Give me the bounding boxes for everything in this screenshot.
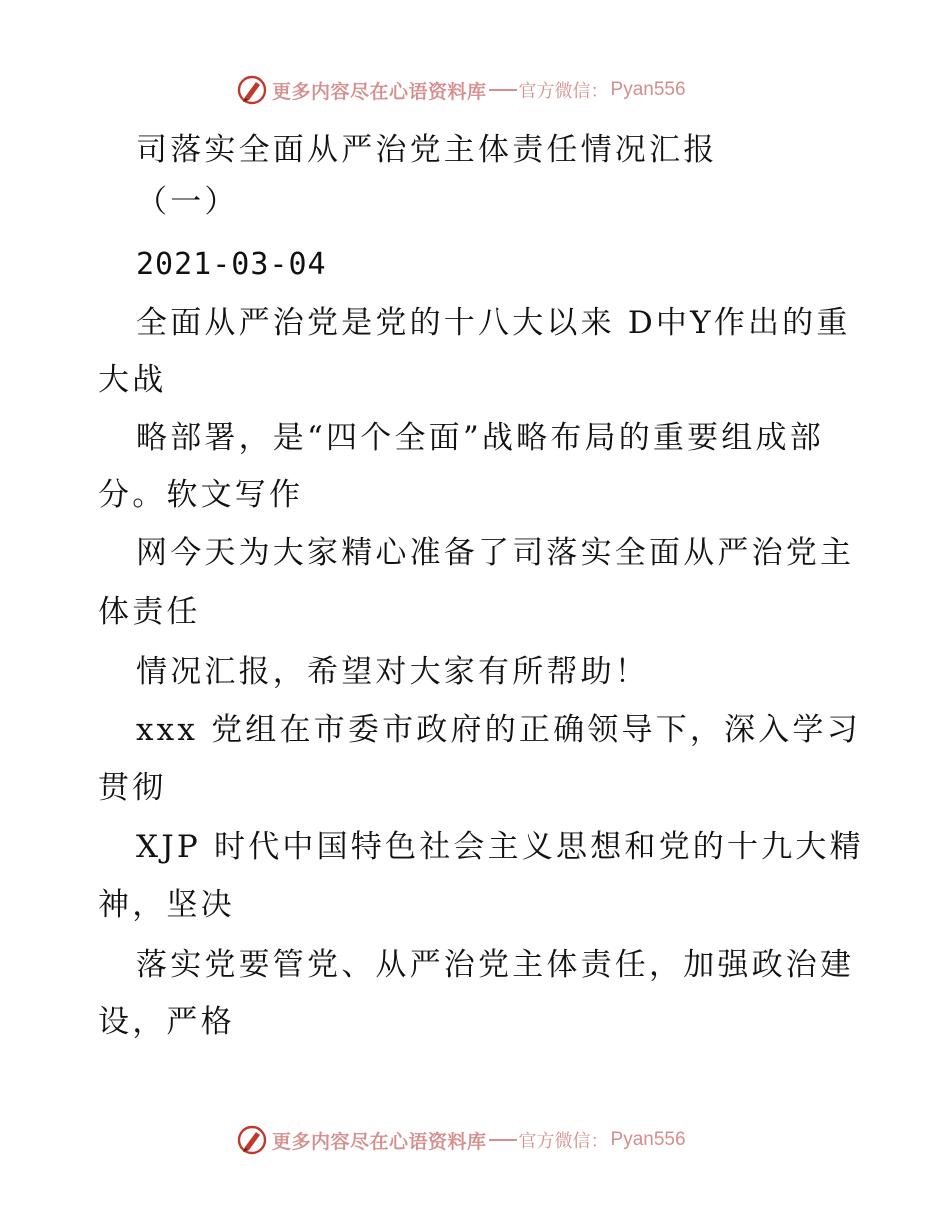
banner-separator [489, 1139, 517, 1141]
doc-line: xxx 党组在市委市政府的正确领导下，深入学习 [136, 712, 861, 748]
footer-banner [236, 1123, 756, 1157]
doc-line: 情况汇报，希望对大家有所帮助！ [136, 654, 649, 690]
banner-separator [489, 89, 517, 91]
banner-main-text: 更多内容尽在心语资料库 [272, 1130, 487, 1153]
pen-circle-icon [236, 1124, 268, 1156]
doc-line: 略部署，是“四个全面”战略布局的重要组成部 [136, 420, 824, 456]
pen-circle-icon [236, 74, 268, 106]
doc-line: XJP 时代中国特色社会主义思想和党的十九大精 [136, 829, 864, 865]
doc-line: 贯彻 [98, 770, 167, 806]
doc-date: 2021-03-04 [136, 247, 327, 282]
banner-official-label: 官方微信： [518, 81, 609, 102]
doc-line: 分。软文写作 [98, 477, 304, 513]
doc-line: 落实党要管党、从严治党主体责任，加强政治建 [136, 947, 855, 983]
doc-subtitle: （一） [136, 184, 239, 220]
doc-title: 司落实全面从严治党主体责任情况汇报 [136, 132, 718, 168]
banner-account-id: Pyan556 [610, 79, 686, 100]
banner-official-label: 官方微信： [518, 1131, 609, 1152]
doc-line: 神，坚决 [98, 887, 235, 923]
doc-line: 大战 [98, 362, 167, 398]
header-banner [236, 73, 756, 107]
doc-line: 设，严格 [98, 1004, 235, 1040]
doc-line: 网今天为大家精心准备了司落实全面从严治党主 [136, 535, 855, 571]
banner-account-id: Pyan556 [610, 1129, 686, 1150]
doc-line: 全面从严治党是党的十八大以来 D中Y作出的重 [136, 305, 851, 341]
doc-line: 体责任 [98, 594, 201, 630]
banner-main-text: 更多内容尽在心语资料库 [272, 80, 487, 103]
